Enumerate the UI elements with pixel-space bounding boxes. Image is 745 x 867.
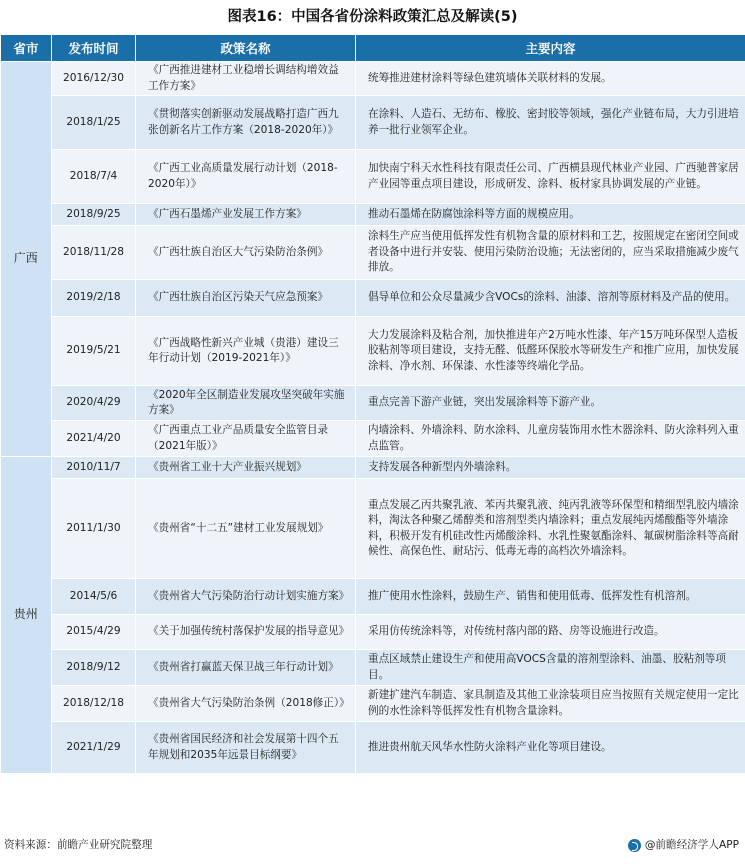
policy-table	[0, 34, 745, 774]
date-cell: 2018/9/25	[52, 204, 136, 226]
content-cell: 内墙涂料、外墙涂料、防水涂料、儿童房装饰用水性木器涂料、防火涂料列入重点监管。	[356, 421, 745, 457]
table-row	[1, 722, 745, 774]
content-cell: 重点发展乙丙共聚乳液、苯丙共聚乳液、纯丙乳液等环保型和精细型乳胶内墙涂料，淘汰各种聚乙烯醇类和溶剂型类内墙涂料；重点发展纯丙烯酸酯等外墙涂料，积极开发有机硅改性丙烯酸涂料、水乳性聚氨酯涂料、氟碳树脂涂料等高耐候性、高保色性、耐玷污、低毒无毒的高档次外墙涂料。	[356, 479, 745, 579]
table-row	[1, 686, 745, 722]
brand-label: @前瞻经济学人APP	[644, 839, 739, 851]
date-cell: 2020/4/29	[52, 386, 136, 421]
header-content: 主要内容	[356, 35, 745, 62]
policy-name-cell: 《贵州省国民经济和社会发展第十四个五年规划和2035年远景目标纲要》	[136, 722, 356, 774]
content-cell: 加快南宁科天水性科技有限责任公司、广西横县现代林业产业园、广西驰普家居产业园等重点项目建设，形成研发、涂料、板材家具协调发展的产业链。	[356, 150, 745, 204]
date-cell: 2019/5/21	[52, 317, 136, 386]
table-row	[1, 317, 745, 386]
content-cell: 采用仿传统涂料等，对传统村落内部的路、房等设施进行改造。	[356, 615, 745, 650]
policy-name-cell: 《贵州省打赢蓝天保卫战三年行动计划》	[136, 650, 356, 686]
table-row	[1, 579, 745, 615]
policy-name-cell: 《广西工业高质量发展行动计划（2018-2020年）》	[136, 150, 356, 204]
header-date: 发布时间	[52, 35, 136, 62]
table-row	[1, 421, 745, 457]
content-cell: 倡导单位和公众尽量减少含VOCs的涂料、油漆、溶剂等原材料及产品的使用。	[356, 280, 745, 317]
date-cell: 2018/7/4	[52, 150, 136, 204]
date-cell: 2018/11/28	[52, 226, 136, 280]
policy-name-cell: 《贵州省大气污染防治条例（2018修正）》	[136, 686, 356, 722]
policy-name-cell: 《贵州省工业十大产业振兴规划》	[136, 457, 356, 479]
table-row	[1, 479, 745, 579]
date-cell: 2019/2/18	[52, 280, 136, 317]
footer	[0, 832, 745, 858]
policy-name-cell: 《广西战略性新兴产业城（贵港）建设三年行动计划（2019-2021年）》	[136, 317, 356, 386]
content-cell: 在涂料、人造石、无纺布、橡胶、密封胶等领域，强化产业链布局，大力引进培养一批行业领军企业。	[356, 96, 745, 150]
date-cell: 2014/5/6	[52, 579, 136, 615]
table-body	[1, 62, 745, 774]
date-cell: 2018/1/25	[52, 96, 136, 150]
content-cell: 推动石墨烯在防腐蚀涂料等方面的规模应用。	[356, 204, 745, 226]
header-policy-name: 政策名称	[136, 35, 356, 62]
date-cell: 2010/11/7	[52, 457, 136, 479]
policy-name-cell: 《广西推进建材工业稳增长调结构增效益工作方案》	[136, 62, 356, 96]
page-title: 图表16：中国各省份涂料政策汇总及解读(5)	[227, 9, 518, 25]
date-cell: 2021/1/29	[52, 722, 136, 774]
date-cell: 2018/9/12	[52, 650, 136, 686]
policy-name-cell: 《广西重点工业产品质量安全监管目录（2021年版）》	[136, 421, 356, 457]
content-cell: 涂料生产应当使用低挥发性有机物含量的原材料和工艺，按照规定在密闭空间或者设备中进行并安装、使用污染防治设施；无法密闭的，应当采取措施减少废气排放。	[356, 226, 745, 280]
table-row	[1, 386, 745, 421]
policy-name-cell: 《贵州省“十二五”建材工业发展规划》	[136, 479, 356, 579]
table-row	[1, 280, 745, 317]
header-province: 省市	[1, 35, 52, 62]
table-row	[1, 615, 745, 650]
content-cell: 新建扩建汽车制造、家具制造及其他工业涂装项目应当按照有关规定使用一定比例的水性涂料等低挥发性有机物含量涂料。	[356, 686, 745, 722]
content-cell: 大力发展涂料及粘合剂，加快推进年产2万吨水性漆、年产15万吨环保型人造板胶粘剂等项目建设，支持无醛、低醛环保胶水等研发生产和推广应用，加快发展涂料、净水剂、环保漆、水性漆等终端化学品。	[356, 317, 745, 386]
province-cell: 广西	[1, 62, 52, 457]
content-cell: 统筹推进建材涂料等绿色建筑墙体关联材料的发展。	[356, 62, 745, 96]
table-row	[1, 62, 745, 96]
table-row	[1, 150, 745, 204]
content-cell: 推广使用水性涂料，鼓励生产、销售和使用低毒、低挥发性有机溶剂。	[356, 579, 745, 615]
content-cell: 支持发展各种新型内外墙涂料。	[356, 457, 745, 479]
province-cell: 贵州	[1, 457, 52, 774]
table-row	[1, 96, 745, 150]
date-cell: 2018/12/18	[52, 686, 136, 722]
qianzhan-logo-icon	[628, 839, 641, 852]
table-row	[1, 204, 745, 226]
table-row	[1, 650, 745, 686]
content-cell: 推进贵州航天风华水性防火涂料产业化等项目建设。	[356, 722, 745, 774]
policy-name-cell: 《2020年全区制造业发展攻坚突破年实施方案》	[136, 386, 356, 421]
table-row	[1, 226, 745, 280]
date-cell: 2016/12/30	[52, 62, 136, 96]
table-header-row	[1, 35, 745, 62]
policy-name-cell: 《广西壮族自治区大气污染防治条例》	[136, 226, 356, 280]
date-cell: 2021/4/20	[52, 421, 136, 457]
date-cell: 2015/4/29	[52, 615, 136, 650]
policy-name-cell: 《贯彻落实创新驱动发展战略打造广西九张创新名片工作方案（2018-2020年）》	[136, 96, 356, 150]
policy-name-cell: 《贵州省大气污染防治行动计划实施方案》	[136, 579, 356, 615]
table-row	[1, 457, 745, 479]
policy-name-cell: 《广西石墨烯产业发展工作方案》	[136, 204, 356, 226]
brand	[628, 832, 739, 858]
content-cell: 重点区域禁止建设生产和使用高VOCS含量的溶剂型涂料、油墨、胶粘剂等项目。	[356, 650, 745, 686]
policy-name-cell: 《关于加强传统村落保护发展的指导意见》	[136, 615, 356, 650]
content-cell: 重点完善下游产业链，突出发展涂料等下游产业。	[356, 386, 745, 421]
source-note: 资料来源：前瞻产业研究院整理	[4, 839, 153, 851]
date-cell: 2011/1/30	[52, 479, 136, 579]
policy-name-cell: 《广西壮族自治区污染天气应急预案》	[136, 280, 356, 317]
